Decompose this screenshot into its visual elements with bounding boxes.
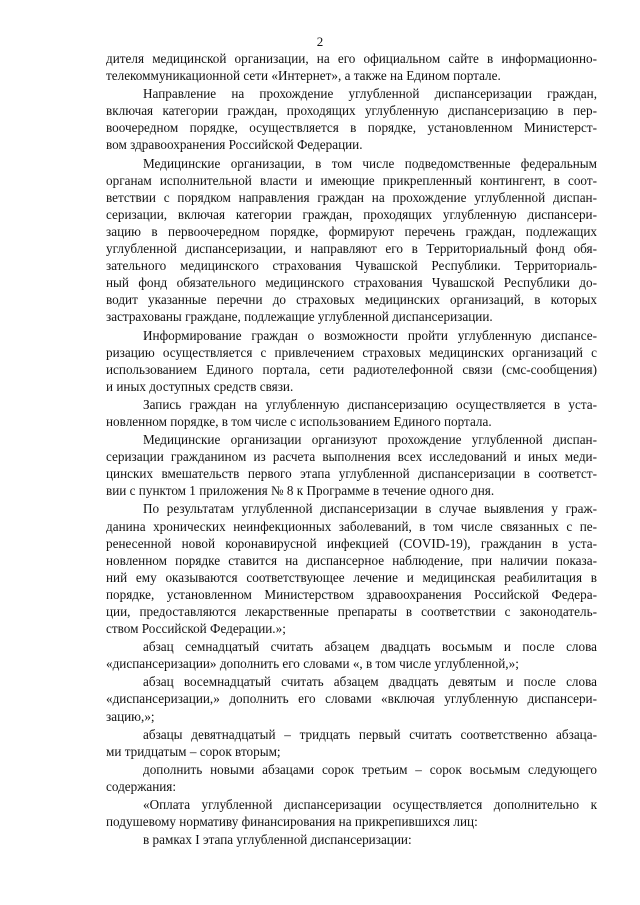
- text-line: подушевому нормативу финансирования на прикрепившихся лиц:: [106, 814, 478, 830]
- text-line: водит указанные перечни до страховых медицинских организаций, в которых: [106, 292, 597, 308]
- paragraph: [106, 726, 597, 760]
- text-line: «диспансеризации» дополнить его словами «, в том числе углубленной,»;: [106, 656, 519, 672]
- text-line: абзац семнадцатый считать абзацем двадцать восьмым и после слова: [143, 639, 597, 655]
- text-line: «Оплата углубленной диспансеризации осуществляется дополнительно к: [143, 797, 597, 813]
- text-line: ством Российской Федерации.»;: [106, 621, 286, 637]
- text-line: Медицинские организации, в том числе подведомственные федеральным: [143, 155, 597, 171]
- paragraph: [106, 673, 597, 724]
- text-line: данина хронических неинфекционных заболеваний, в том числе связанных с пе-: [106, 518, 597, 534]
- text-line: воочередном порядке, осуществляется в порядке, установленном Министерст-: [106, 120, 597, 136]
- text-line: содержания:: [106, 778, 177, 794]
- text-line: серизации, включая категории граждан, проходящих углубленную диспансери-: [106, 206, 597, 222]
- paragraph: [106, 796, 597, 830]
- text-line: ции, предоставляются лекарственные препараты в соответствии с законодатель-: [106, 604, 597, 619]
- document-body: [106, 50, 597, 849]
- paragraph: [106, 155, 597, 326]
- text-line: серизации гражданином из расчета выполнения всех исследований и иных меди-: [106, 449, 597, 465]
- text-line: новленном порядке ставится на диспансерное наблюдение, при наличии показа-: [106, 552, 597, 568]
- text-line: ренесенной новой коронавирусной инфекцией (COVID-19), гражданин в уста-: [106, 535, 597, 551]
- text-line: ризацию осуществляется с привлечением страховых медицинских организаций с: [106, 344, 597, 360]
- text-line: зательного медицинского страхования Чувашской Республики. Территориаль-: [106, 258, 597, 274]
- text-line: По результатам углубленной диспансеризации в случае выявления у граж-: [143, 501, 597, 517]
- text-line: зацию в первоочередном порядке, формируют перечень граждан, подлежащих: [106, 223, 597, 239]
- text-line: вии с пунктом 1 приложения № 8 к Программе в течение одного дня.: [106, 483, 495, 499]
- paragraph: [106, 85, 597, 153]
- text-line: Направление на прохождение углубленной диспансеризации граждан,: [143, 86, 597, 102]
- page-number: 2: [316, 34, 324, 49]
- text-line: Запись граждан на углубленную диспансеризацию осуществляется в уста-: [143, 396, 597, 412]
- paragraph: [106, 431, 597, 499]
- text-line: ный фонд обязательного медицинского страхования Чувашской Республики до-: [106, 275, 597, 291]
- text-line: использованием Единого портала, сети радиотелефонной связи (смс-сообщения): [106, 361, 597, 377]
- text-line: ми тридцатым – сорок вторым;: [106, 743, 281, 759]
- text-line: абзацы девятнадцатый – тридцать первый считать соответственно абзаца-: [143, 726, 597, 742]
- text-line: включая категории граждан, проходящих углубленную диспансеризацию в пер-: [106, 103, 597, 119]
- text-line: вом здравоохранения Российской Федерации.: [106, 137, 363, 153]
- text-line: порядке, установленном Министерством здравоохранения Российской Федера-: [106, 586, 597, 602]
- text-line: зацию,»;: [106, 708, 155, 724]
- text-line: застрахованы граждане, подлежащие углубленной диспансеризации.: [106, 309, 493, 325]
- paragraph: [106, 500, 597, 637]
- text-line: и иных доступных средств связи.: [106, 378, 294, 394]
- text-line: «диспансеризации,» дополнить его словами «включая углубленную диспансери-: [106, 691, 597, 707]
- text-line: Медицинские организации организуют прохождение углубленной диспан-: [143, 432, 597, 448]
- paragraph: [106, 761, 597, 795]
- text-line: телекоммуникационной сети «Интернет», а также на Едином портале.: [106, 68, 501, 84]
- text-line: абзац восемнадцатый считать абзацем двадцать девятым и после слова: [143, 674, 597, 690]
- text-line: ветствии с порядком направления граждан на прохождение углубленной диспан-: [106, 189, 597, 205]
- text-line: цинских вмешательств первого этапа углубленной диспансеризации в соответст-: [106, 466, 597, 482]
- paragraph: [106, 396, 597, 430]
- text-line: органам исполнительной власти и имеющие прикрепленный контингент, в соот-: [106, 172, 597, 188]
- text-line: дополнить новыми абзацами сорок третьим – сорок восьмым следующего: [143, 761, 597, 777]
- text-line: Информирование граждан о возможности пройти углубленную диспансе-: [143, 327, 597, 343]
- text-line: углубленной диспансеризации, и направляют его в Территориальный фонд обя-: [106, 241, 597, 257]
- paragraph: [106, 50, 597, 84]
- text-line: дителя медицинской организации, на его официальном сайте в информационно-: [106, 51, 597, 66]
- paragraph: [106, 327, 597, 395]
- text-line: новленном порядке, в том числе с использованием Единого портала.: [106, 413, 492, 429]
- paragraph: [106, 638, 597, 672]
- text-line: в рамках I этапа углубленной диспансеризации:: [143, 832, 412, 848]
- paragraph: [106, 831, 597, 848]
- text-line: ний ему оказываются соответствующее лечение и медицинская реабилитация в: [106, 569, 597, 585]
